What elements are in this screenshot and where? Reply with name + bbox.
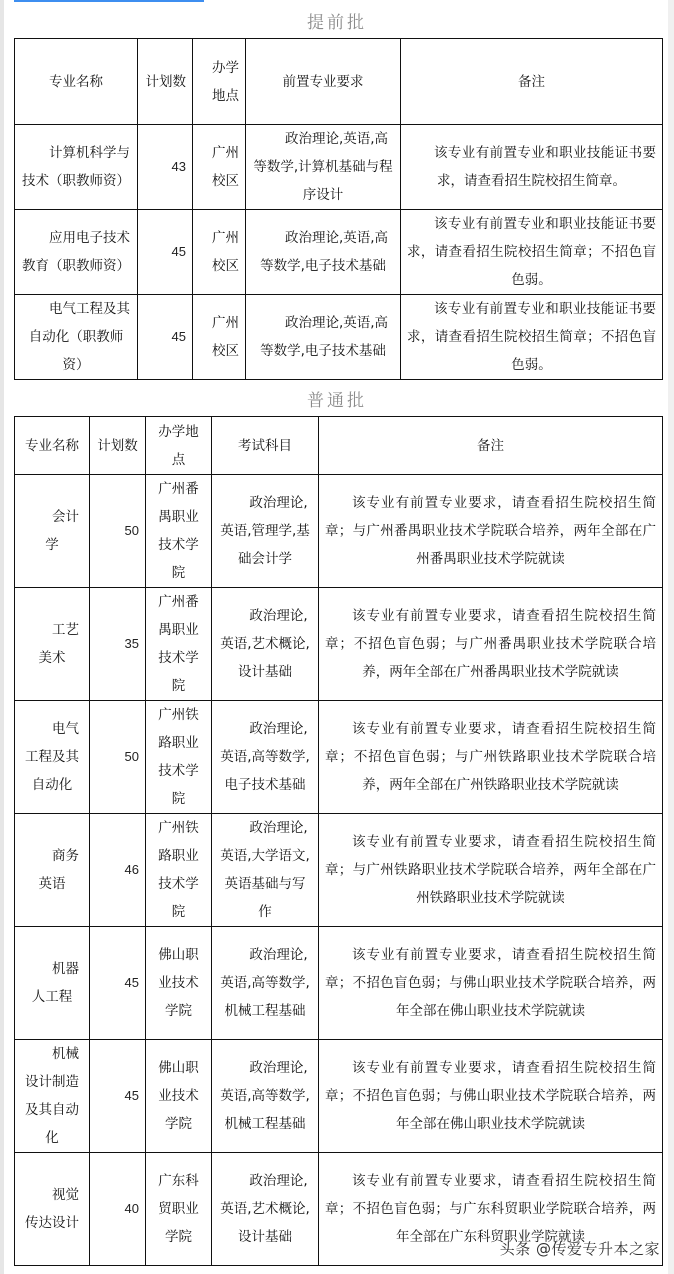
cell-subjects: 政治理论,英语,艺术概论,设计基础 — [212, 588, 319, 701]
header-major: 专业名称 — [15, 39, 138, 125]
cell-plan: 50 — [90, 701, 146, 814]
cell-subjects: 政治理论,英语,高等数学,机械工程基础 — [212, 927, 319, 1040]
watermark-text: 头条 @传爱专升本之家 — [499, 1240, 660, 1258]
table-row — [15, 210, 663, 295]
cell-note: 该专业有前置专业要求，请查看招生院校招生简章；与广州番禺职业技术学院联合培养，两年全部在广州番禺职业技术学院就读 — [319, 475, 663, 588]
cell-note: 该专业有前置专业要求，请查看招生院校招生简章；不招色盲色弱；与广东科贸职业学院联合培养，两年全部在广东科贸职业学院就读 — [319, 1153, 663, 1266]
cell-major: 机械设计制造及其自动化 — [15, 1040, 90, 1153]
early-batch-table — [14, 38, 663, 380]
cell-major: 应用电子技术教育（职教师资） — [15, 210, 138, 295]
cell-plan: 50 — [90, 475, 146, 588]
cell-location: 广州铁路职业技术学院 — [146, 814, 212, 927]
table-row — [15, 1040, 663, 1153]
cell-major: 计算机科学与技术（职教师资） — [15, 125, 138, 210]
cell-plan: 45 — [90, 927, 146, 1040]
cell-major: 电气工程及其自动化（职教师资） — [15, 295, 138, 380]
accent-underline — [14, 0, 204, 2]
header-major: 专业名称 — [15, 417, 90, 475]
header-plan: 计划数 — [90, 417, 146, 475]
cell-major: 会计学 — [15, 475, 90, 588]
header-plan: 计划数 — [138, 39, 193, 125]
cell-note: 该专业有前置专业要求，请查看招生院校招生简章；不招色盲色弱；与广州铁路职业技术学院联合培养，两年全部在广州铁路职业技术学院就读 — [319, 701, 663, 814]
header-location: 办学地点 — [193, 39, 246, 125]
cell-major: 电气工程及其自动化 — [15, 701, 90, 814]
cell-subjects: 政治理论,英语,高等数学,电子技术基础 — [212, 701, 319, 814]
cell-subjects: 政治理论,英语,艺术概论,设计基础 — [212, 1153, 319, 1266]
scrollbar-track[interactable] — [668, 0, 674, 1274]
cell-note: 该专业有前置专业和职业技能证书要求，请查看招生院校招生简章。 — [401, 125, 663, 210]
cell-prereq: 政治理论,英语,高等数学,计算机基础与程序设计 — [246, 125, 401, 210]
cell-major: 工艺美术 — [15, 588, 90, 701]
cell-plan: 45 — [138, 210, 193, 295]
cell-location: 广州校区 — [193, 210, 246, 295]
cell-prereq: 政治理论,英语,高等数学,电子技术基础 — [246, 295, 401, 380]
section-title-regular-batch: 普通批 — [307, 391, 367, 411]
cell-location: 广州校区 — [193, 295, 246, 380]
cell-location: 佛山职业技术学院 — [146, 1040, 212, 1153]
cell-plan: 45 — [90, 1040, 146, 1153]
cell-plan: 35 — [90, 588, 146, 701]
table-row — [15, 475, 663, 588]
table-header-row — [15, 417, 663, 475]
cell-note: 该专业有前置专业和职业技能证书要求，请查看招生院校招生简章；不招色盲色弱。 — [401, 295, 663, 380]
cell-subjects: 政治理论,英语,大学语文,英语基础与写作 — [212, 814, 319, 927]
section-title-early-batch: 提前批 — [307, 13, 367, 33]
cell-major: 机器人工程 — [15, 927, 90, 1040]
header-prereq: 前置专业要求 — [246, 39, 401, 125]
cell-note: 该专业有前置专业要求，请查看招生院校招生简章；不招色盲色弱；与广州番禺职业技术学院联合培养，两年全部在广州番禺职业技术学院就读 — [319, 588, 663, 701]
cell-subjects: 政治理论,英语,高等数学,机械工程基础 — [212, 1040, 319, 1153]
cell-location: 广州番禺职业技术学院 — [146, 475, 212, 588]
cell-note: 该专业有前置专业和职业技能证书要求，请查看招生院校招生简章；不招色盲色弱。 — [401, 210, 663, 295]
header-location: 办学地点 — [146, 417, 212, 475]
cell-plan: 43 — [138, 125, 193, 210]
cell-location: 佛山职业技术学院 — [146, 927, 212, 1040]
table-row — [15, 927, 663, 1040]
cell-location: 广州番禺职业技术学院 — [146, 588, 212, 701]
cell-major: 商务英语 — [15, 814, 90, 927]
table-header-row — [15, 39, 663, 125]
left-page-edge — [0, 0, 4, 1274]
cell-plan: 40 — [90, 1153, 146, 1266]
header-note: 备注 — [401, 39, 663, 125]
cell-plan: 45 — [138, 295, 193, 380]
table-row — [15, 295, 663, 380]
table-row — [15, 588, 663, 701]
cell-note: 该专业有前置专业要求，请查看招生院校招生简章；不招色盲色弱；与佛山职业技术学院联合培养，两年全部在佛山职业技术学院就读 — [319, 927, 663, 1040]
cell-subjects: 政治理论,英语,管理学,基础会计学 — [212, 475, 319, 588]
cell-plan: 46 — [90, 814, 146, 927]
cell-prereq: 政治理论,英语,高等数学,电子技术基础 — [246, 210, 401, 295]
cell-note: 该专业有前置专业要求，请查看招生院校招生简章；不招色盲色弱；与佛山职业技术学院联合培养，两年全部在佛山职业技术学院就读 — [319, 1040, 663, 1153]
header-subjects: 考试科目 — [212, 417, 319, 475]
regular-batch-table — [14, 416, 663, 1266]
table-row — [15, 814, 663, 927]
header-note: 备注 — [319, 417, 663, 475]
cell-major: 视觉传达设计 — [15, 1153, 90, 1266]
table-row — [15, 701, 663, 814]
cell-location: 广州铁路职业技术学院 — [146, 701, 212, 814]
cell-location: 广东科贸职业学院 — [146, 1153, 212, 1266]
table-row — [15, 125, 663, 210]
cell-note: 该专业有前置专业要求，请查看招生院校招生简章；与广州铁路职业技术学院联合培养，两年全部在广州铁路职业技术学院就读 — [319, 814, 663, 927]
cell-location: 广州校区 — [193, 125, 246, 210]
